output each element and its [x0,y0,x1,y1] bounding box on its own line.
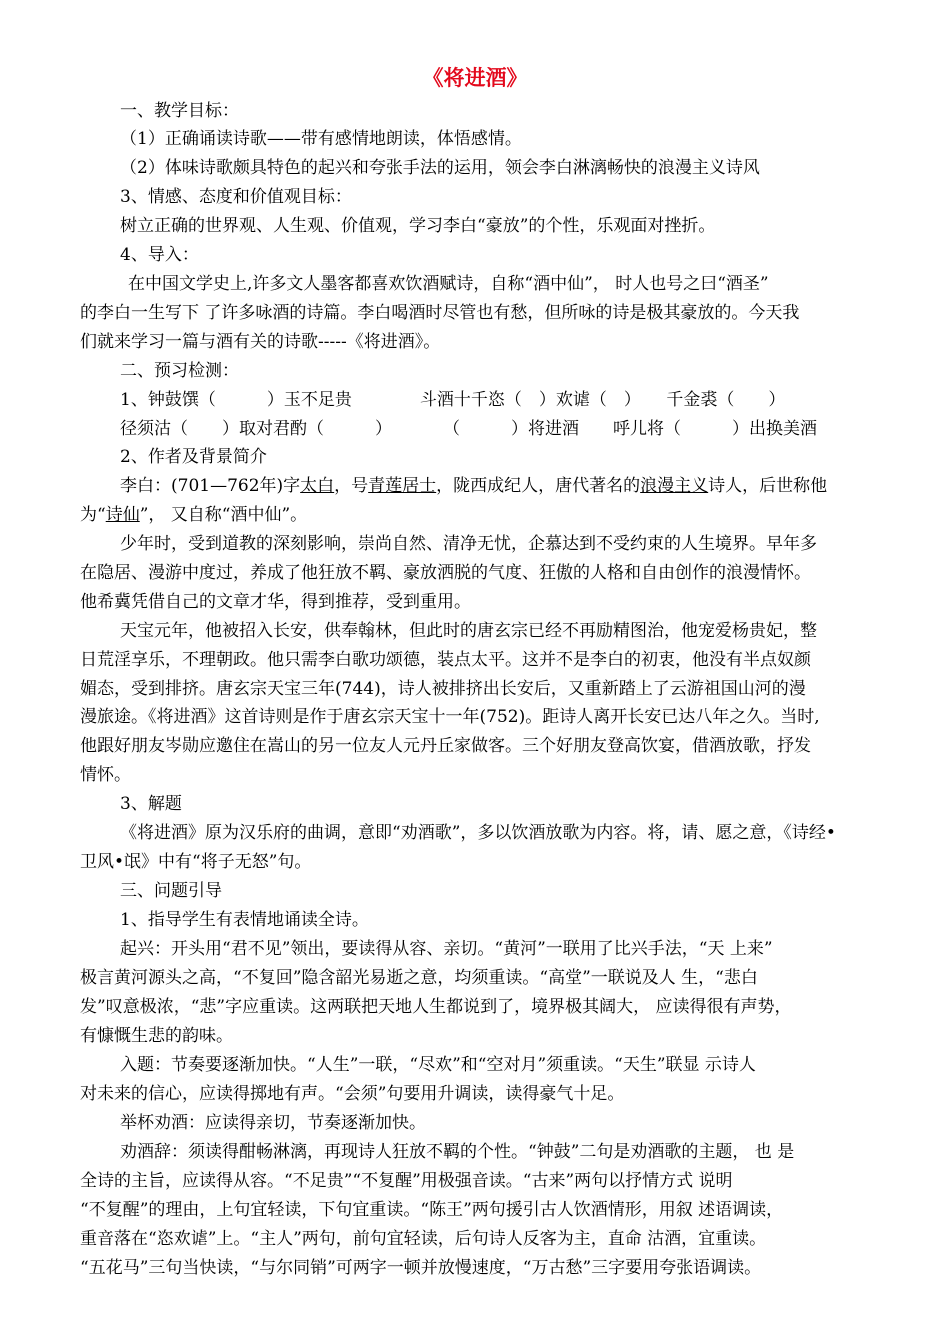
section-heading: 三、问题引导 [120,881,222,901]
paragraph-line: 举杯劝酒：应读得亲切，节奏逐渐加快。 [120,1113,426,1133]
quiz-line: 径须沽（ ）取对君酌（ ） （ ）将进酒 呼儿将（ ）出换美酒 [120,419,817,439]
section-heading: 二、预习检测： [120,361,239,381]
paragraph-line: 情怀。 [80,765,131,785]
paragraph-line: 入题：节奏要逐渐加快。“人生”一联，“尽欢”和“空对月”须重读。“天生”联显 示诗人 [120,1055,756,1075]
paragraph-line: 卫风•氓》中有“将子无怒”句。 [80,852,312,872]
paragraph-line: 媚态，受到排挤。唐玄宗天宝三年(744)，诗人被排挤出长安后，又重新踏上了云游祖国山河的漫 [80,679,806,699]
paragraph-line: 他跟好朋友岑勋应邀住在嵩山的另一位友人元丹丘家做客。三个好朋友登高饮宴，借酒放歌，抒发 [80,736,811,756]
paragraph-line: 有慷慨生悲的韵味。 [80,1026,233,1046]
underlined-term: 诗仙 [105,505,140,525]
paragraph-line: 起兴：开头用“君不见”领出，要读得从容、亲切。“黄河”一联用了比兴手法，“天 上来” [120,939,773,959]
bio-line: 为“诗仙”， 又自称“酒中仙”。 [80,505,308,525]
paragraph-line: 天宝元年，他被招入长安，供奉翰林，但此时的唐玄宗已经不再励精图治，他宠爱杨贵妃，整 [120,621,817,641]
underlined-term: 青莲居士 [368,476,437,496]
section-heading: 3、情感、态度和价值观目标： [120,187,352,207]
paragraph-line: 漫旅途。《将进酒》这首诗则是作于唐玄宗天宝十一年(752)。距诗人离开长安已达八年之久。当时, [80,707,820,727]
paragraph-line: 在中国文学史上,许多文人墨客都喜欢饮酒赋诗，自称“酒中仙”， 时人也号之曰“酒圣” [128,274,769,294]
section-heading: 一、教学目标： [120,101,239,121]
paragraph-line: 他希冀凭借自己的文章才华，得到推荐，受到重用。 [80,592,471,612]
paragraph-line: （2）体味诗歌颇具特色的起兴和夸张手法的运用，领会李白淋漓畅快的浪漫主义诗风 [120,158,760,178]
underlined-term: 浪漫主义 [640,476,709,496]
paragraph-line: 1、指导学生有表情地诵读全诗。 [120,910,369,930]
paragraph-line: 劝酒辞：须读得酣畅淋漓，再现诗人狂放不羁的个性。“钟鼓”二句是劝酒歌的主题， 也 是 [120,1142,795,1162]
paragraph-line: “五花马”三句当快读，“与尔同销”可两字一顿并放慢速度，“万古愁”三字要用夸张语调读。 [80,1258,762,1278]
paragraph-line: 重音落在“恣欢谑”上。“主人”两句，前句宜轻读，后句诗人反客为主，直命 沽酒，宜重读。 [80,1229,767,1249]
paragraph-line: 日荒淫享乐，不理朝政。他只需李白歌功颂德，装点太平。这并不是李白的初衷，他没有半点奴颜 [80,650,811,670]
paragraph-line: 极言黄河源头之高，“不复回”隐含韶光易逝之意，均须重读。“高堂”一联说及人 生，“悲白 [80,968,758,988]
paragraph-line: 全诗的主旨，应读得从容。“不足贵”“不复醒”用极强音读。“古来”两句以抒情方式 说明 [80,1171,733,1191]
paragraph-line: 少年时，受到道教的深刻影响，崇尚自然、清净无忧，企慕达到不受约束的人生境界。早年多 [120,534,817,554]
section-heading: 3、解题 [120,794,182,814]
paragraph-line: “不复醒”的理由，上句宜轻读，下句宜重读。“陈王”两句援引古人饮酒情形，用叙 述语调读， [80,1200,784,1220]
bio-line: 李白：(701—762年)字太白，号青莲居士，陇西成纪人，唐代著名的浪漫主义诗人，后世称他 [120,476,828,496]
quiz-line: 1、钟鼓馔（ ）玉不足贵 斗酒十千恣（ ）欢谑（ ） 千金裘（ ） [120,390,786,410]
paragraph-line: 对未来的信心，应读得掷地有声。“会须”句要用升调读，读得豪气十足。 [80,1084,625,1104]
paragraph-line: 树立正确的世界观、人生观、价值观，学习李白“豪放”的个性，乐观面对挫折。 [120,216,716,236]
underlined-term: 太白 [300,476,335,496]
paragraph-line: 的李白一生写下 了许多咏酒的诗篇。李白喝酒时尽管也有愁，但所咏的诗是极其豪放的。今天我 [80,303,800,323]
section-heading: 2、作者及背景简介 [120,447,267,467]
paragraph-line: 在隐居、漫游中度过，养成了他狂放不羁、豪放洒脱的气度、狂傲的人格和自由创作的浪漫情怀。 [80,563,811,583]
paragraph-line: 《将进酒》原为汉乐府的曲调，意即“劝酒歌”，多以饮酒放歌为内容。将，请、愿之意，《诗经• [120,823,836,843]
document-title: 《将进酒》 [422,66,528,90]
paragraph-line: 们就来学习一篇与酒有关的诗歌-----《将进酒》。 [80,332,441,352]
paragraph-line: 发”叹意极浓，“悲”字应重读。这两联把天地人生都说到了，境界极其阔大， 应读得很有声势， [80,997,792,1017]
section-heading: 4、导入： [120,245,199,265]
paragraph-line: （1）正确诵读诗歌——带有感情地朗读，体悟感情。 [120,129,522,149]
